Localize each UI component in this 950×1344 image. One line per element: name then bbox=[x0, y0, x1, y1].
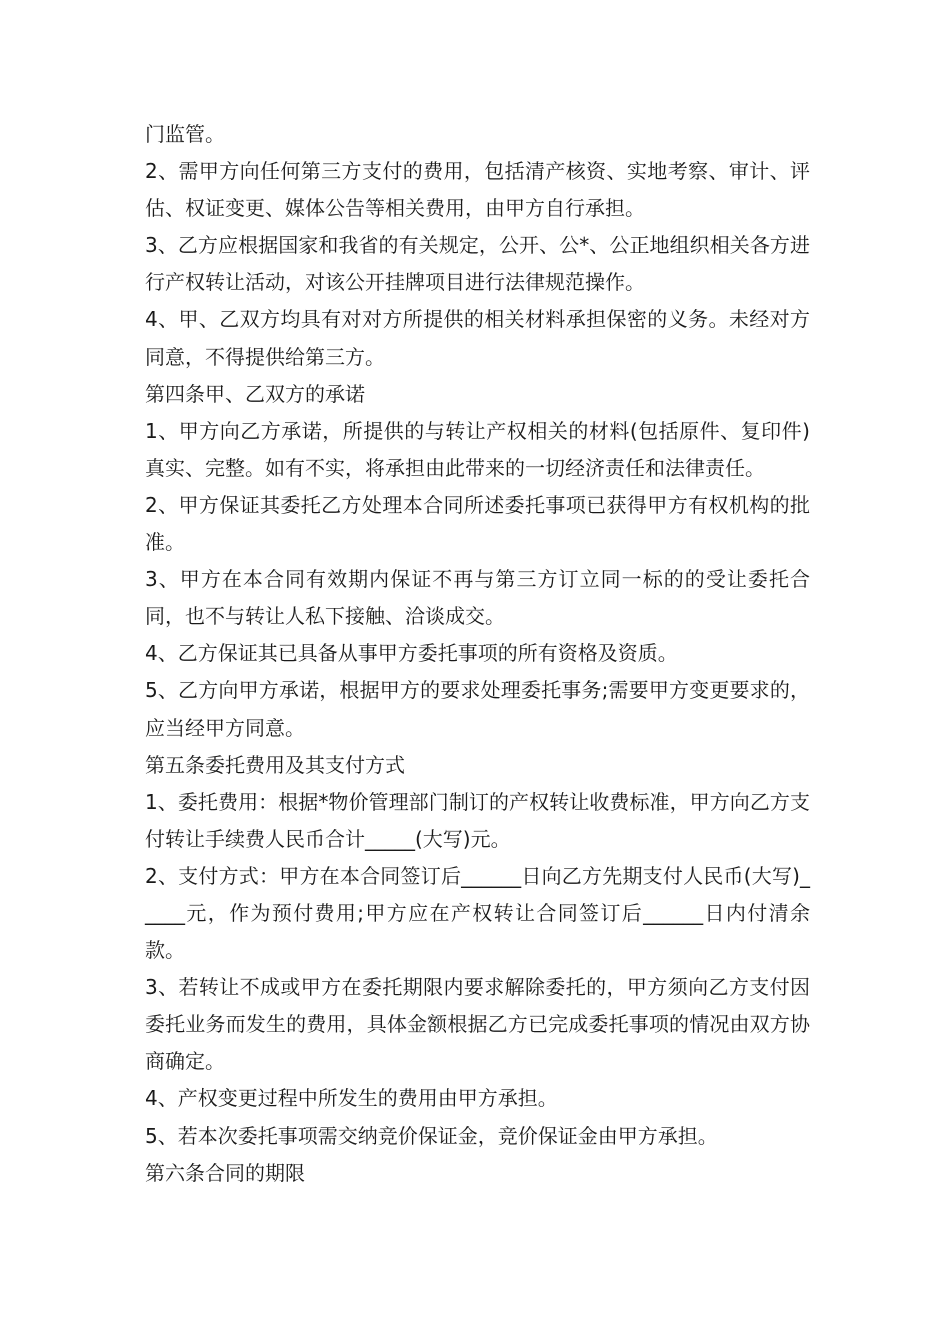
section-heading-6: 第六条合同的期限 bbox=[145, 1160, 305, 1185]
paragraph-5-3: 3、若转让不成或甲方在委托期限内要求解除委托的，甲方须向乙方支付因委托业务而发生的费用，具体金额根据乙方已完成委托事项的情况由双方协商确定。 bbox=[145, 975, 810, 1074]
paragraph-5-4: 4、产权变更过程中所发生的费用由甲方承担。 bbox=[145, 1086, 558, 1111]
paragraph-3-3: 3、乙方应根据国家和我省的有关规定，公开、公*、公正地组织相关各方进行产权转让活动，对该公开挂牌项目进行法律规范操作。 bbox=[145, 233, 810, 295]
paragraph-5-5: 5、若本次委托事项需交纳竞价保证金，竞价保证金由甲方承担。 bbox=[145, 1123, 718, 1148]
paragraph-4-4: 4、乙方保证其已具备从事甲方委托事项的所有资格及资质。 bbox=[145, 641, 678, 666]
paragraph-3-4: 4、甲、乙双方均具有对对方所提供的相关材料承担保密的义务。未经对方同意，不得提供给第三方。 bbox=[145, 307, 810, 369]
paragraph-3-2: 2、需甲方向任何第三方支付的费用，包括清产核资、实地考察、审计、评估、权证变更、媒体公告等相关费用，由甲方自行承担。 bbox=[145, 159, 810, 221]
paragraph-5-1: 1、委托费用：根据*物价管理部门制订的产权转让收费标准，甲方向乙方支付转让手续费人民币合计_____(大写)元。 bbox=[145, 789, 810, 851]
document-body bbox=[145, 116, 810, 1192]
paragraph-4-5: 5、乙方向甲方承诺，根据甲方的要求处理委托事务;需要甲方变更要求的，应当经甲方同意。 bbox=[145, 678, 810, 740]
paragraph-continuation: 门监管。 bbox=[145, 122, 225, 146]
section-heading-5: 第五条委托费用及其支付方式 bbox=[145, 752, 405, 777]
paragraph-5-2: 2、支付方式：甲方在本合同签订后______日向乙方先期支付人民币(大写)_____元，作为预付费用;甲方应在产权转让合同签订后______日内付清余款。 bbox=[145, 863, 810, 963]
paragraph-4-1: 1、甲方向乙方承诺，所提供的与转让产权相关的材料(包括原件、复印件)真实、完整。如有不实，将承担由此带来的一切经济责任和法律责任。 bbox=[145, 418, 810, 480]
paragraph-4-2: 2、甲方保证其委托乙方处理本合同所述委托事项已获得甲方有权机构的批准。 bbox=[145, 492, 810, 555]
paragraph-4-3: 3、甲方在本合同有效期内保证不再与第三方订立同一标的的受让委托合同，也不与转让人私下接触、洽谈成交。 bbox=[145, 567, 810, 629]
section-heading-4: 第四条甲、乙双方的承诺 bbox=[145, 381, 365, 406]
